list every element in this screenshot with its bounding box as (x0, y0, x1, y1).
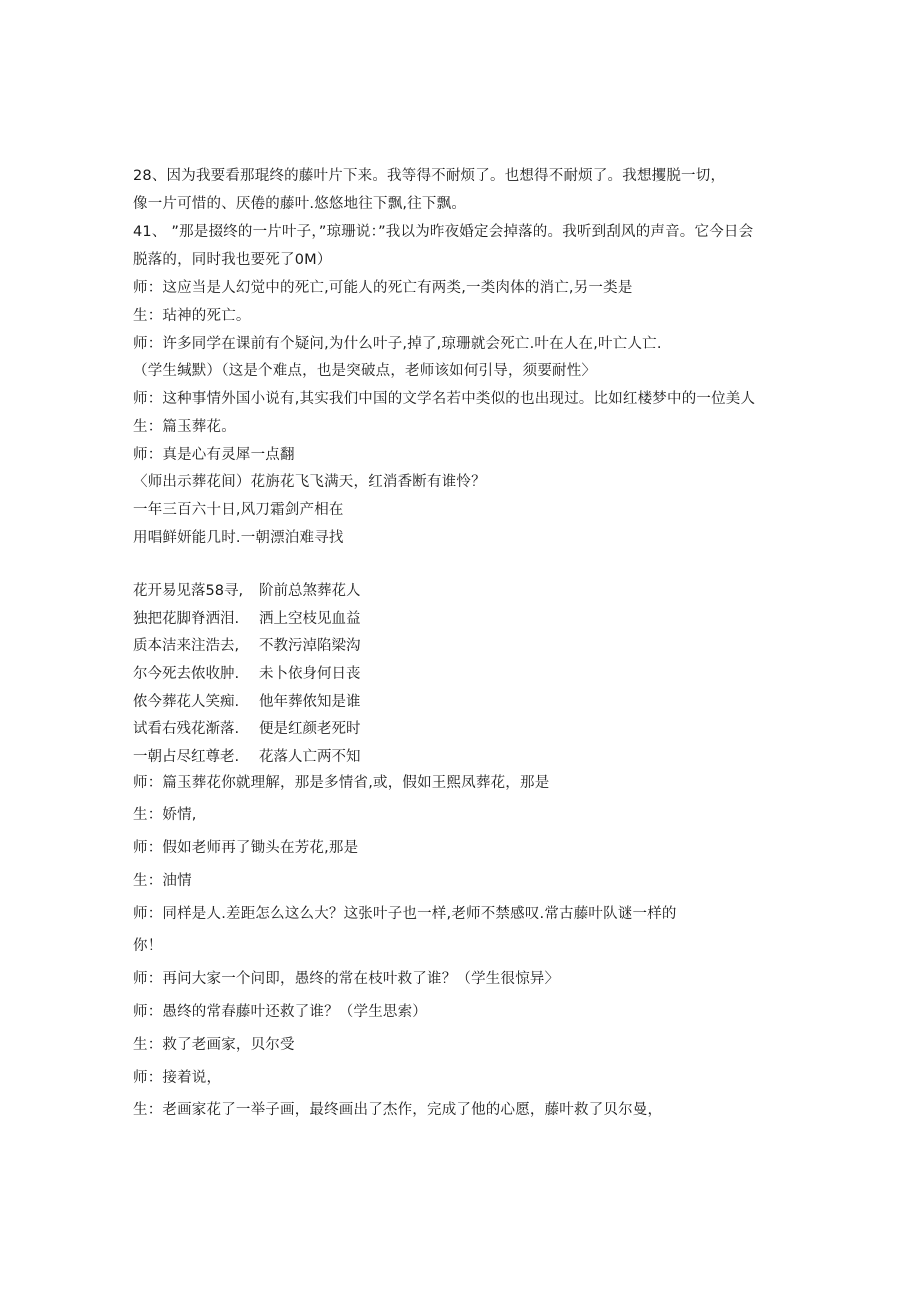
poem-left: 一朝占尽红尊老. (133, 749, 240, 765)
text-line: 28、因为我要看那琨终的藤叶片下来。我等得不耐烦了。也想得不耐烦了。我想攫脱一切， (133, 168, 726, 184)
text-line: 师：再问大家一个问即，愚终的常在枝叶救了谁？（学生很惊异〉 (133, 971, 560, 987)
poem-left: 质本洁来注浩去, (133, 638, 240, 654)
poem-right: 不教污淖陷梁沟 (259, 638, 361, 654)
text-line: 你！ (133, 938, 163, 954)
poem-right: 花落人亡两不知 (259, 749, 361, 765)
poem-left: 花开易见落58寻, (133, 583, 244, 599)
text-line: 师：许多同学在课前有个疑问,为什么叶子,掉了,琼珊就会死亡.叶在人在,叶亡人亡. (133, 336, 662, 352)
text-line: 用唱鲜妍能几时.一朝漂泊难寻找 (133, 530, 344, 546)
text-line: 生：玷神的死亡。 (133, 308, 251, 324)
text-line: 师：篇玉葬花你就理解，那是多情省,或，假如王熙凤葬花，那是 (133, 775, 550, 791)
text-line: 生：救了老画家，贝尔受 (133, 1037, 295, 1053)
text-line: 师：真是心有灵犀一点翻 (133, 447, 295, 463)
poem-right: 阶前总煞葬花人 (259, 583, 361, 599)
poem-right: 他年葬侬知是谁 (259, 694, 361, 710)
poem-right: 洒上空枝见血益 (259, 611, 361, 627)
poem-left: 尔今死去侬收肿. (133, 666, 240, 682)
text-line: 师：这应当是人幻觉中的死亡,可能人的死亡有两类,一类肉体的消亡,另一类是 (133, 280, 633, 296)
text-line: 41、 ”那是掇终的一片叶子，”琼珊说：”我以为昨夜婚定会掉落的。我听到刮风的声音。它今日会 (133, 224, 754, 240)
text-line: （学生缄默）（这是个难点，也是突破点，老师该如何引导，须要耐性〉 (133, 363, 597, 379)
poem-right: 未卜依身何日丧 (259, 666, 361, 682)
poem-right: 便是红颜老死时 (259, 721, 361, 737)
poem-left: 试看右残花渐落. (133, 721, 240, 737)
text-line: 〈师出示葬花间）花旃花飞飞满天，红消香断有谁怜？ (133, 474, 486, 490)
text-line: 生：篇玉葬花。 (133, 419, 236, 435)
text-line: 师：这种事情外国小说有,其实我们中国的文学名若中类似的也出现过。比如红楼梦中的一位美人 (133, 391, 756, 407)
text-line: 像一片可惜的、厌倦的藤叶.悠悠地往下飘,往下飘。 (133, 196, 467, 212)
text-line: 脱落的，同时我也要死了0M） (133, 252, 332, 268)
text-line: 生：油情 (133, 873, 192, 889)
text-line: 一年三百六十日,风刀霜剑产相在 (133, 502, 344, 518)
poem-left: 独把花脚脊洒泪. (133, 611, 240, 627)
text-line: 师：假如老师再了锄头在芳花,那是 (133, 840, 359, 856)
text-line: 师：愚终的常春藤叶还救了谁？（学生思索） (133, 1004, 427, 1020)
text-line: 师：接着说， (133, 1070, 222, 1086)
text-line: 生：娇情, (133, 807, 197, 823)
text-line: 生：老画家花了一举子画，最终画出了杰作，完成了他的心愿，藤叶救了贝尔曼， (133, 1102, 663, 1118)
text-line: 师：同样是人.差距怎么这么大？这张叶子也一样,老师不禁感叹.常古藤叶队谜一样的 (133, 906, 677, 922)
poem-left: 侬今葬花人笑痴. (133, 694, 240, 710)
